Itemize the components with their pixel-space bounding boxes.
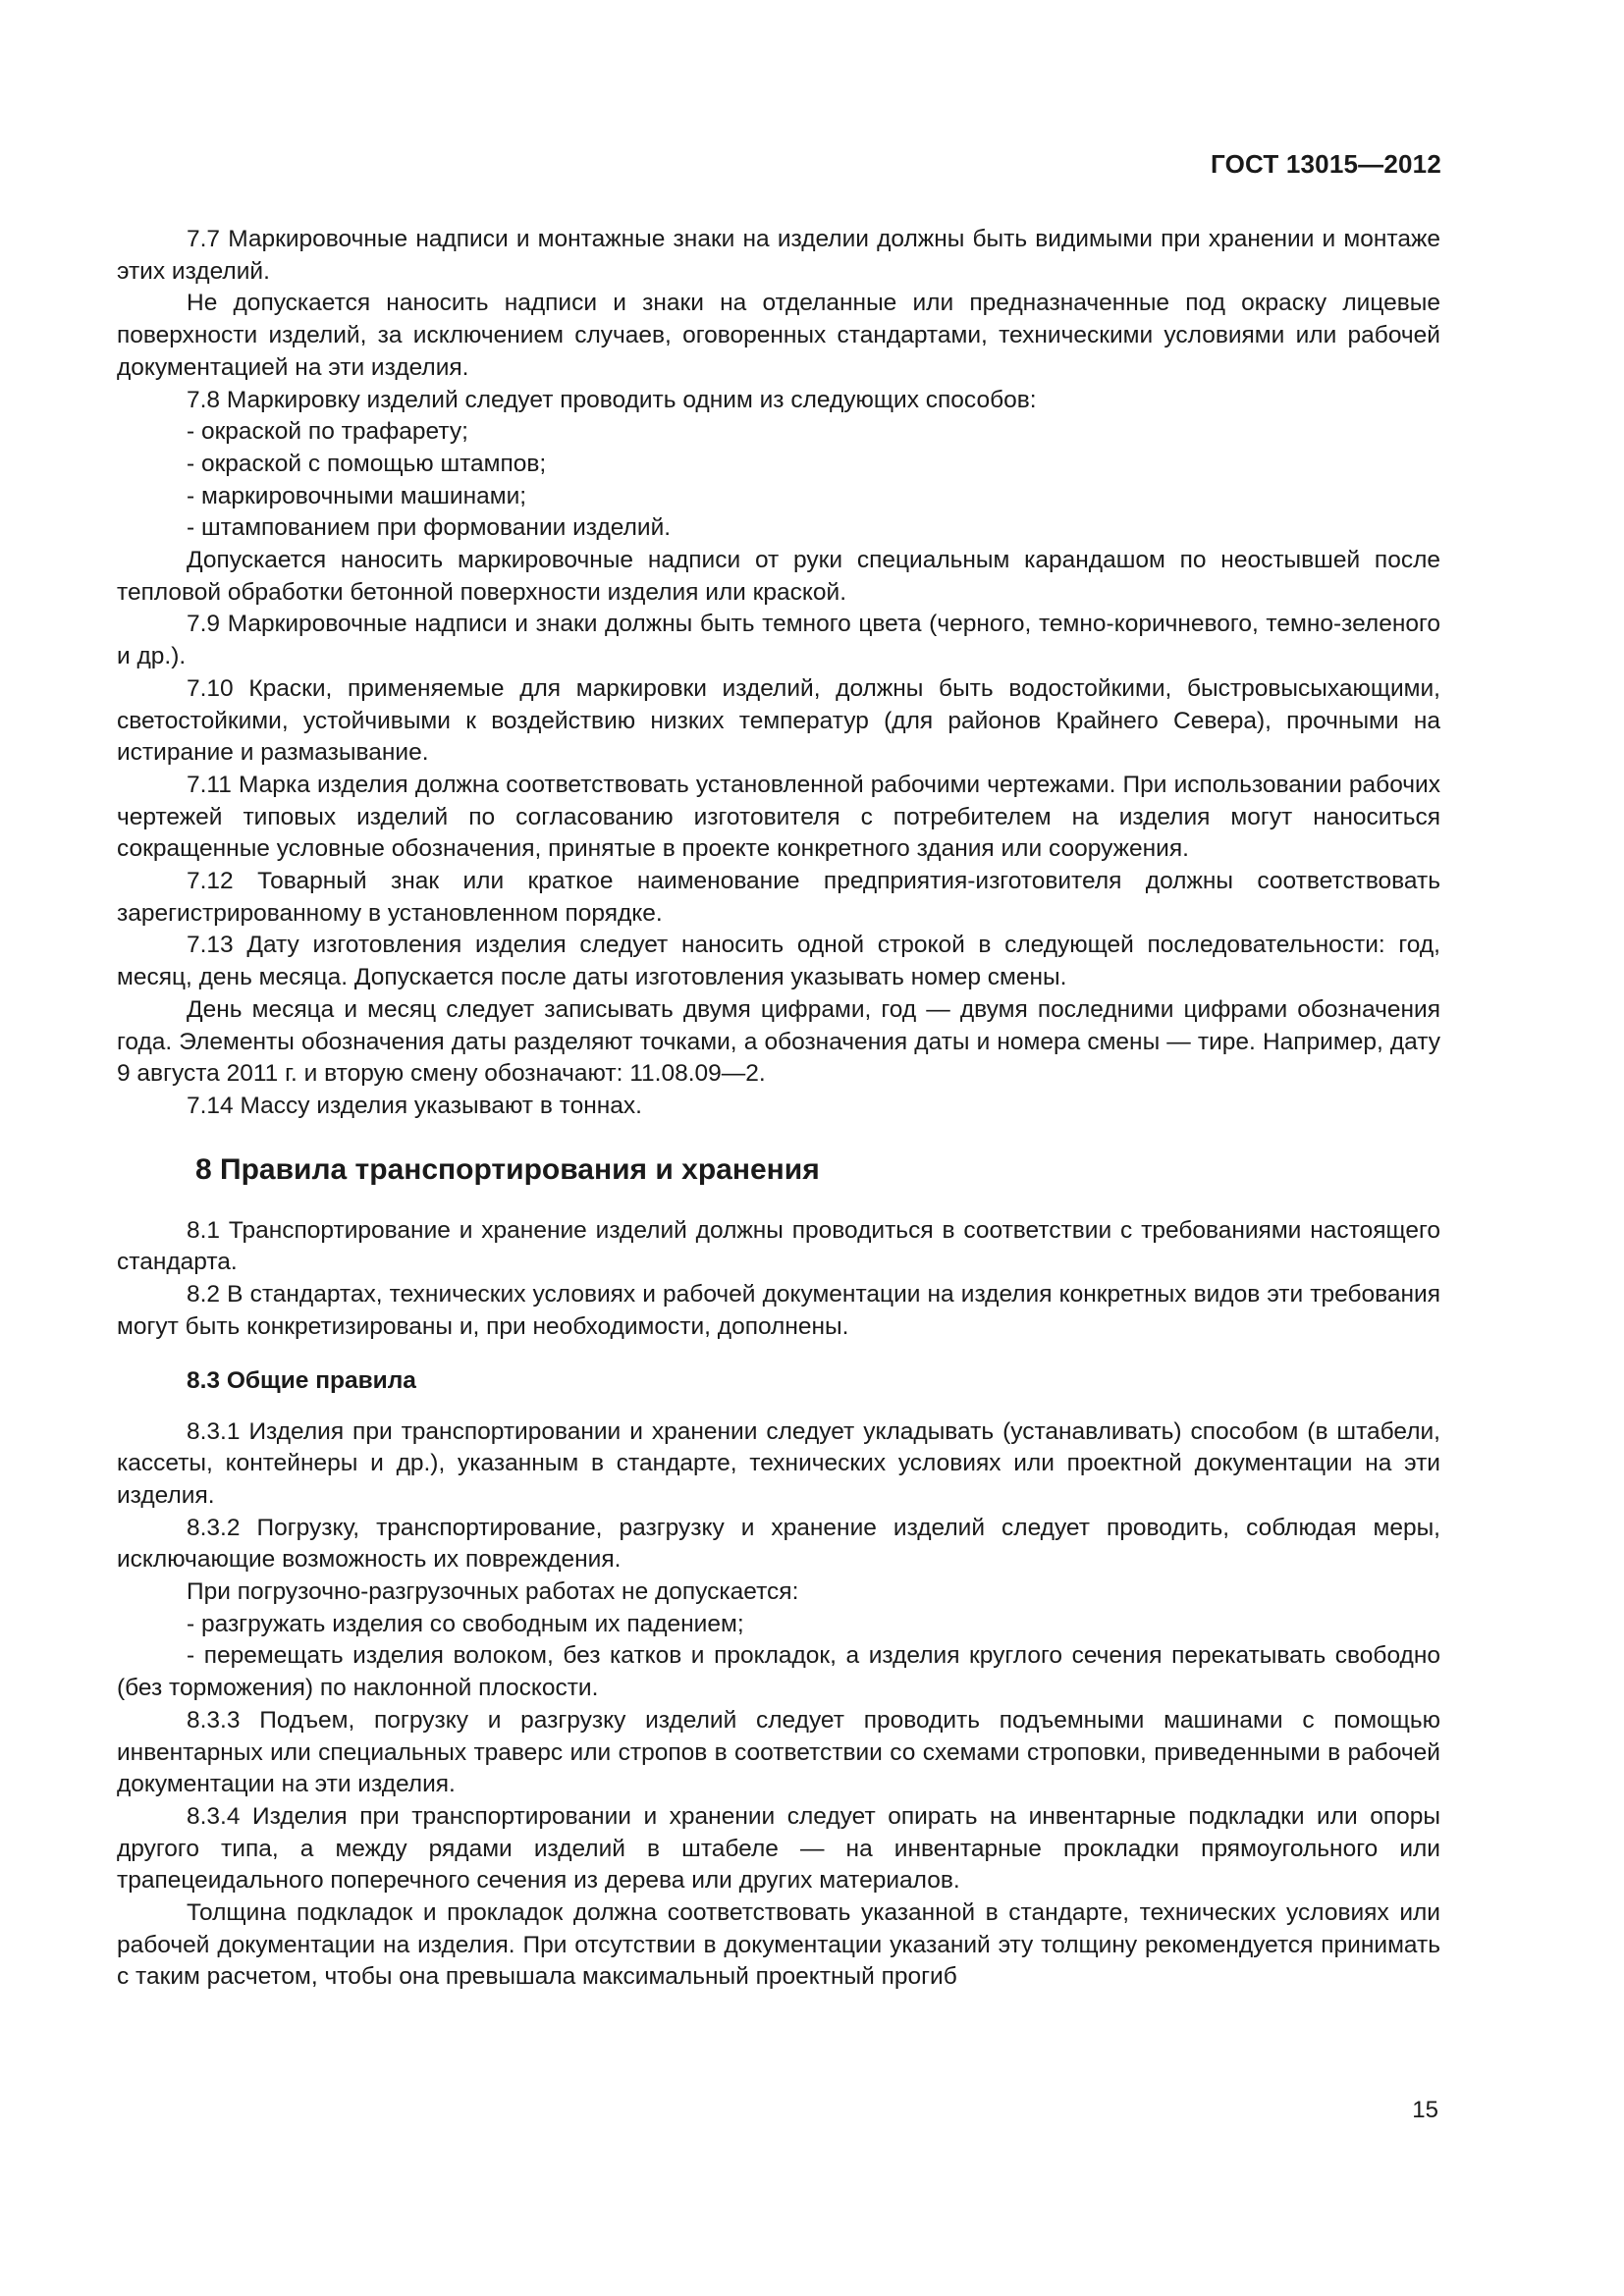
paragraph-7-7: 7.7 Маркировочные надписи и монтажные знаки на изделии должны быть видимыми при хранении и монтаже этих изделий. xyxy=(117,226,1440,285)
paragraph-8-2: 8.2 В стандартах, технических условиях и рабочей документации на изделия конкретных видов эти требования могут быть конкретизированы и, при необходимости, дополнены. xyxy=(117,1281,1440,1340)
section-8-heading: 8 Правила транспортирования и хранения xyxy=(195,1152,820,1186)
list-item-stencil: - окраской по трафарету; xyxy=(187,418,468,446)
paragraph-7-7-note: Не допускается наносить надписи и знаки на отделанные или предназначенные под окраску лицевые поверхности изделий, за исключением случаев, оговоренных стандартами, техническими условиями или рабочей документацией на эти изделия. xyxy=(117,290,1440,381)
paragraph-7-12: 7.12 Товарный знак или краткое наименование предприятия-изготовителя должны соответствовать зарегистрированному в установленном порядке. xyxy=(117,868,1440,927)
list-item-free-fall: - разгружать изделия со свободным их падением; xyxy=(187,1610,744,1637)
paragraph-8-3-3: 8.3.3 Подъем, погрузку и разгрузку изделий следует проводить подъемными машинами с помощью инвентарных или специальных траверс или стропов в соответствии со схемами строповки, приведенными в рабочей документации на эти изделия. xyxy=(117,1706,1440,1798)
paragraph-7-13-note: День месяца и месяц следует записывать двумя цифрами, год — двумя последними цифрами обозначения года. Элементы обозначения даты разделяют точками, а обозначения даты и номера смены — тире. Например, дату 9 августа 2011 г. и вторую смену обозначают: 11.08.09—2. xyxy=(117,995,1440,1088)
paragraph-8-3-2-intro: При погрузочно-разгрузочных работах не допускается: xyxy=(187,1578,799,1606)
paragraph-7-8: 7.8 Маркировку изделий следует проводить одним из следующих способов: xyxy=(187,386,1037,413)
paragraph-8-3-4: 8.3.4 Изделия при транспортировании и хранении следует опирать на инвентарные подкладки или опоры другого типа, а между рядами изделий в штабеле — на инвентарные прокладки прямоугольного или трапецеидального поперечного сечения из дерева или других материалов. xyxy=(117,1802,1440,1895)
section-8-3-heading: 8.3 Общие правила xyxy=(187,1366,416,1394)
list-item-stamps: - окраской с помощью штампов; xyxy=(187,450,547,477)
list-item-machines: - маркировочными машинами; xyxy=(187,482,527,509)
paragraph-7-11: 7.11 Марка изделия должна соответствовать установленной рабочими чертежами. При использовании рабочих чертежей типовых изделий по согласованию изготовителя с потребителем на изделия могут наноситься сокращенные условные обозначения, принятые в проекте конкретного здания или сооружения. xyxy=(117,771,1440,863)
list-item-dragging: - перемещать изделия волоком, без катков и прокладок, а изделия круглого сечения перекатывать свободно (без торможения) по наклонной плоскости. xyxy=(117,1642,1440,1702)
paragraph-8-1: 8.1 Транспортирование и хранение изделий должны проводиться в соответствии с требованиями настоящего стандарта. xyxy=(117,1216,1440,1276)
document-body xyxy=(117,224,1440,1994)
paragraph-8-3-2: 8.3.2 Погрузку, транспортирование, разгрузку и хранение изделий следует проводить, соблюдая меры, исключающие возможность их повреждения. xyxy=(117,1514,1440,1574)
page-number: 15 xyxy=(1412,2097,1438,2123)
list-item-forming: - штампованием при формовании изделий. xyxy=(187,514,672,542)
paragraph-8-3-1: 8.3.1 Изделия при транспортировании и хранении следует укладывать (устанавливать) способом (в штабели, кассеты, контейнеры и др.), указанным в стандарте, технических условиях или проектной документации на эти изделия. xyxy=(117,1417,1440,1509)
paragraph-7-10: 7.10 Краски, применяемые для маркировки изделий, должны быть водостойкими, быстровысыхающими, светостойкими, устойчивыми к воздействию низких температур (для районов Крайнего Севера), прочными на истирание и размазывание. xyxy=(117,674,1440,767)
paragraph-7-13: 7.13 Дату изготовления изделия следует наносить одной строкой в следующей последовательности: год, месяц, день месяца. Допускается после даты изготовления указывать номер смены. xyxy=(117,932,1440,991)
paragraph-7-8-note: Допускается наносить маркировочные надписи от руки специальным карандашом по неостывшей после тепловой обработки бетонной поверхности изделия или краской. xyxy=(117,547,1440,606)
document-code-header: ГОСТ 13015—2012 xyxy=(1211,149,1441,179)
paragraph-7-14: 7.14 Массу изделия указывают в тоннах. xyxy=(187,1092,642,1119)
paragraph-8-3-4-thickness: Толщина подкладок и прокладок должна соответствовать указанной в стандарте, технических условиях или рабочей документации на изделия. При отсутствии в документации указаний эту толщину рекомендуется принимать с таким расчетом, чтобы она превышала максимальный проектный прогиб xyxy=(117,1899,1440,1991)
paragraph-7-9: 7.9 Маркировочные надписи и знаки должны быть темного цвета (черного, темно-коричневого, темно-зеленого и др.). xyxy=(117,611,1440,670)
